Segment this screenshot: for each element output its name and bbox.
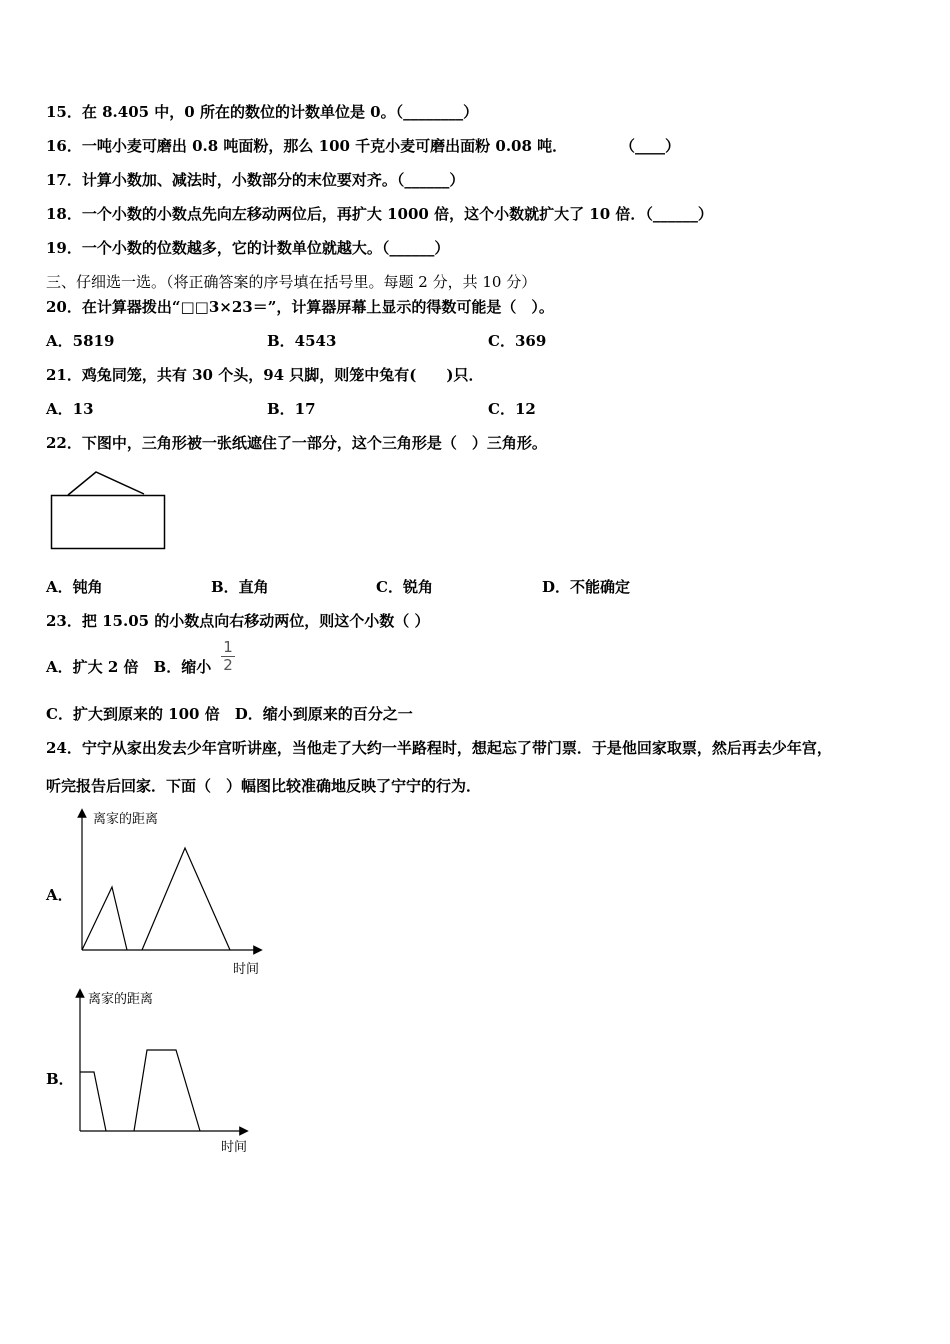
- q20-option-b: B．4543: [267, 332, 337, 350]
- fraction-one-half: [221, 640, 235, 673]
- q22-option-a: A．钝角: [46, 578, 103, 596]
- graph-b-line-2: [134, 1050, 200, 1131]
- question-20: 20．在计算器拨出“□□3×23＝”，计算器屏幕上显示的得数可能是（ ）。: [46, 298, 554, 316]
- graph-a-line-2: [142, 848, 230, 950]
- q23-options-cd: C．扩大到原来的 100 倍 D．缩小到原来的百分之一: [46, 705, 413, 723]
- fraction-denominator: 2: [223, 656, 233, 674]
- graph-a-x-label: 时间: [233, 962, 260, 977]
- graph-b-y-label: 离家的距离: [88, 992, 154, 1007]
- q24-option-a-label: A．: [46, 886, 73, 904]
- question-24-line-2: 听完报告后回家．下面（ ）幅图比较准确地反映了宁宁的行为．: [46, 777, 482, 795]
- graph-a-line: [82, 887, 127, 950]
- q21-option-c: C．12: [488, 400, 536, 418]
- fraction-numerator: 1: [223, 638, 233, 656]
- q22-option-d: D．不能确定: [542, 578, 631, 596]
- graph-b-x-label: 时间: [221, 1140, 248, 1155]
- q20-option-c: C．369: [488, 332, 547, 350]
- question-17: 17．计算小数加、减法时，小数部分的末位要对齐。（______）: [46, 171, 465, 189]
- q21-option-b: B．17: [267, 400, 316, 418]
- q24-option-b-label: B．: [46, 1070, 74, 1088]
- question-19: 19．一个小数的位数越多，它的计数单位就越大。（______）: [46, 239, 450, 257]
- q22-option-b: B．直角: [211, 578, 269, 596]
- question-24-line-1: 24．宁宁从家出发去少年宫听讲座，当他走了大约一半路程时，想起忘了带门票．于是他回家取票，然后再去少年宫，: [46, 739, 832, 757]
- question-15: 15．在 8.405 中，0 所在的数位的计数单位是 0。（________）: [46, 103, 479, 121]
- question-16-blank: （____）: [620, 137, 681, 155]
- triangle-visible-part: [68, 472, 144, 495]
- covering-paper: [52, 496, 165, 549]
- question-22: 22．下图中，三角形被一张纸遮住了一部分，这个三角形是（ ）三角形。: [46, 434, 547, 452]
- question-16: 16．一吨小麦可磨出 0.8 吨面粉，那么 100 千克小麦可磨出面粉 0.08 吨．: [46, 137, 568, 155]
- graph-a: [70, 805, 270, 980]
- graph-a-y-label: 离家的距离: [93, 812, 159, 827]
- q21-option-a: A．13: [46, 400, 94, 418]
- question-21: 21．鸡兔同笼，共有 30 个头，94 只脚，则笼中兔有( )只．: [46, 366, 484, 384]
- section-3-heading: 三、仔细选一选。（将正确答案的序号填在括号里。每题 2 分，共 10 分）: [46, 273, 537, 291]
- graph-b-line: [80, 1072, 106, 1131]
- graph-b: [68, 988, 268, 1158]
- q22-option-c: C．锐角: [376, 578, 433, 596]
- covered-triangle-figure: [46, 466, 171, 556]
- q23-options-ab: A．扩大 2 倍 B．缩小: [46, 658, 212, 676]
- question-18: 18．一个小数的小数点先向左移动两位后，再扩大 1000 倍，这个小数就扩大了 10 倍．（______）: [46, 205, 713, 223]
- q20-option-a: A．5819: [46, 332, 115, 350]
- question-23: 23．把 15.05 的小数点向右移动两位，则这个小数（ ）: [46, 612, 430, 630]
